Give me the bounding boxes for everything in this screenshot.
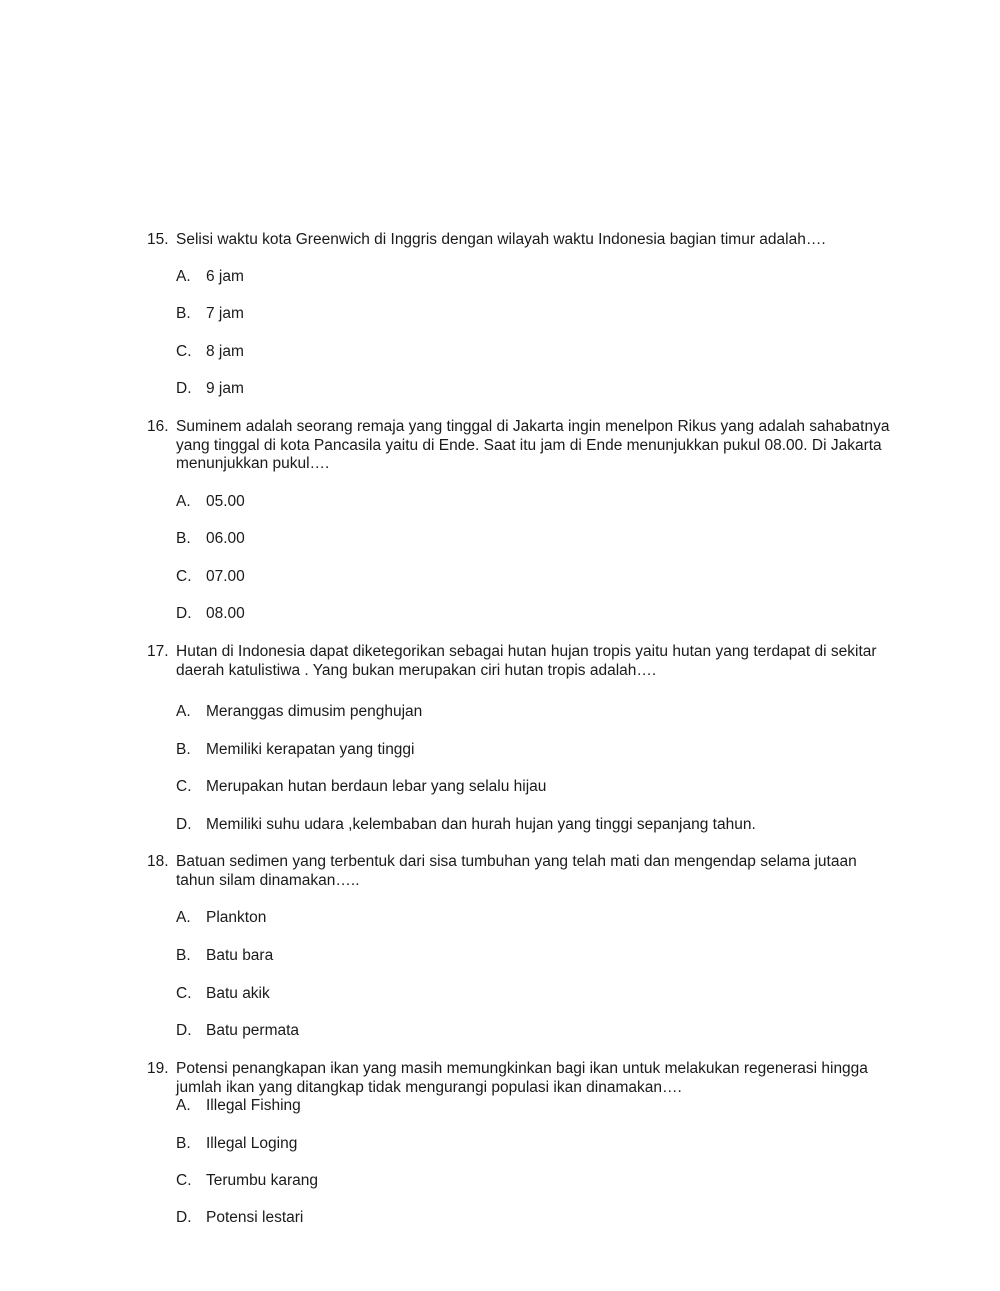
option-letter: D. — [176, 605, 192, 622]
question-text: Selisi waktu kota Greenwich di Inggris dengan wilayah waktu Indonesia bagian timur adalah…. — [176, 231, 826, 248]
option-text: 8 jam — [206, 343, 244, 360]
option-letter: B. — [176, 305, 191, 322]
question-number: 19. — [147, 1060, 169, 1077]
option-letter: A. — [176, 268, 191, 285]
option-15-b[interactable] — [176, 305, 244, 323]
option-letter: B. — [176, 530, 191, 547]
option-19-b[interactable] — [176, 1135, 297, 1153]
option-letter: C. — [176, 985, 192, 1002]
option-text: Meranggas dimusim penghujan — [206, 703, 423, 720]
option-letter: A. — [176, 493, 191, 510]
option-letter: A. — [176, 909, 191, 926]
option-17-c[interactable] — [176, 778, 546, 796]
option-text: Terumbu karang — [206, 1172, 319, 1189]
option-18-a[interactable] — [176, 909, 266, 927]
question-18 — [147, 853, 892, 890]
option-letter: D. — [176, 816, 192, 833]
option-letter: C. — [176, 568, 192, 585]
option-text: Batu bara — [206, 947, 274, 964]
question-19 — [147, 1060, 892, 1097]
option-letter: A. — [176, 1097, 191, 1114]
question-number: 17. — [147, 643, 169, 660]
option-15-a[interactable] — [176, 268, 244, 286]
option-text: Memiliki suhu udara ,kelembaban dan hurah hujan yang tinggi sepanjang tahun. — [206, 816, 756, 833]
option-17-d[interactable] — [176, 816, 756, 834]
question-number: 18. — [147, 853, 169, 870]
option-15-d[interactable] — [176, 380, 244, 398]
option-19-c[interactable] — [176, 1172, 318, 1190]
option-letter: D. — [176, 380, 192, 397]
option-letter: C. — [176, 1172, 192, 1189]
option-text: 6 jam — [206, 268, 244, 285]
option-text: 08.00 — [206, 605, 245, 622]
question-text: Suminem adalah seorang remaja yang tinggal di Jakarta ingin menelpon Rikus yang adalah sahabatnya yang tinggal di kota Pancasila yaitu di Ende. Saat itu jam di Ende menunjukkan pukul 08.00. Di Jakarta menunjukkan pukul…. — [176, 418, 890, 472]
question-16 — [147, 418, 892, 474]
question-number: 15. — [147, 231, 169, 248]
option-17-b[interactable] — [176, 741, 415, 759]
option-text: Illegal Fishing — [206, 1097, 301, 1114]
option-letter: B. — [176, 741, 191, 758]
option-16-d[interactable] — [176, 605, 245, 623]
option-18-c[interactable] — [176, 985, 270, 1003]
option-16-b[interactable] — [176, 530, 245, 548]
option-letter: C. — [176, 343, 192, 360]
option-text: Batu akik — [206, 985, 270, 1002]
option-letter: A. — [176, 703, 191, 720]
option-text: 05.00 — [206, 493, 245, 510]
option-15-c[interactable] — [176, 343, 244, 361]
option-text: Plankton — [206, 909, 267, 926]
option-letter: B. — [176, 947, 191, 964]
question-text: Hutan di Indonesia dapat diketegorikan sebagai hutan hujan tropis yaitu hutan yang terdapat di sekitar daerah katulistiwa . Yang bukan merupakan ciri hutan tropis adalah…. — [176, 643, 877, 679]
option-18-b[interactable] — [176, 947, 273, 965]
option-16-a[interactable] — [176, 493, 245, 511]
option-17-a[interactable] — [176, 703, 422, 721]
option-letter: D. — [176, 1022, 192, 1039]
question-number: 16. — [147, 418, 169, 435]
option-text: Memiliki kerapatan yang tinggi — [206, 741, 415, 758]
question-text: Batuan sedimen yang terbentuk dari sisa tumbuhan yang telah mati dan mengendap selama jutaan tahun silam dinamakan….. — [176, 853, 857, 889]
option-text: Merupakan hutan berdaun lebar yang selalu hijau — [206, 778, 547, 795]
option-text: 9 jam — [206, 380, 244, 397]
option-letter: D. — [176, 1209, 192, 1226]
option-19-d[interactable] — [176, 1209, 303, 1227]
option-text: Illegal Loging — [206, 1135, 298, 1152]
option-16-c[interactable] — [176, 568, 245, 586]
option-text: 7 jam — [206, 305, 244, 322]
option-letter: C. — [176, 778, 192, 795]
option-text: Batu permata — [206, 1022, 300, 1039]
question-17 — [147, 643, 892, 680]
question-text: Potensi penangkapan ikan yang masih memungkinkan bagi ikan untuk melakukan regenerasi hingga jumlah ikan yang ditangkap tidak mengurangi populasi ikan dinamakan…. — [176, 1060, 868, 1096]
question-15 — [147, 231, 892, 250]
option-letter: B. — [176, 1135, 191, 1152]
option-18-d[interactable] — [176, 1022, 299, 1040]
option-text: 07.00 — [206, 568, 245, 585]
option-text: 06.00 — [206, 530, 245, 547]
option-19-a[interactable] — [176, 1097, 301, 1115]
option-text: Potensi lestari — [206, 1209, 304, 1226]
